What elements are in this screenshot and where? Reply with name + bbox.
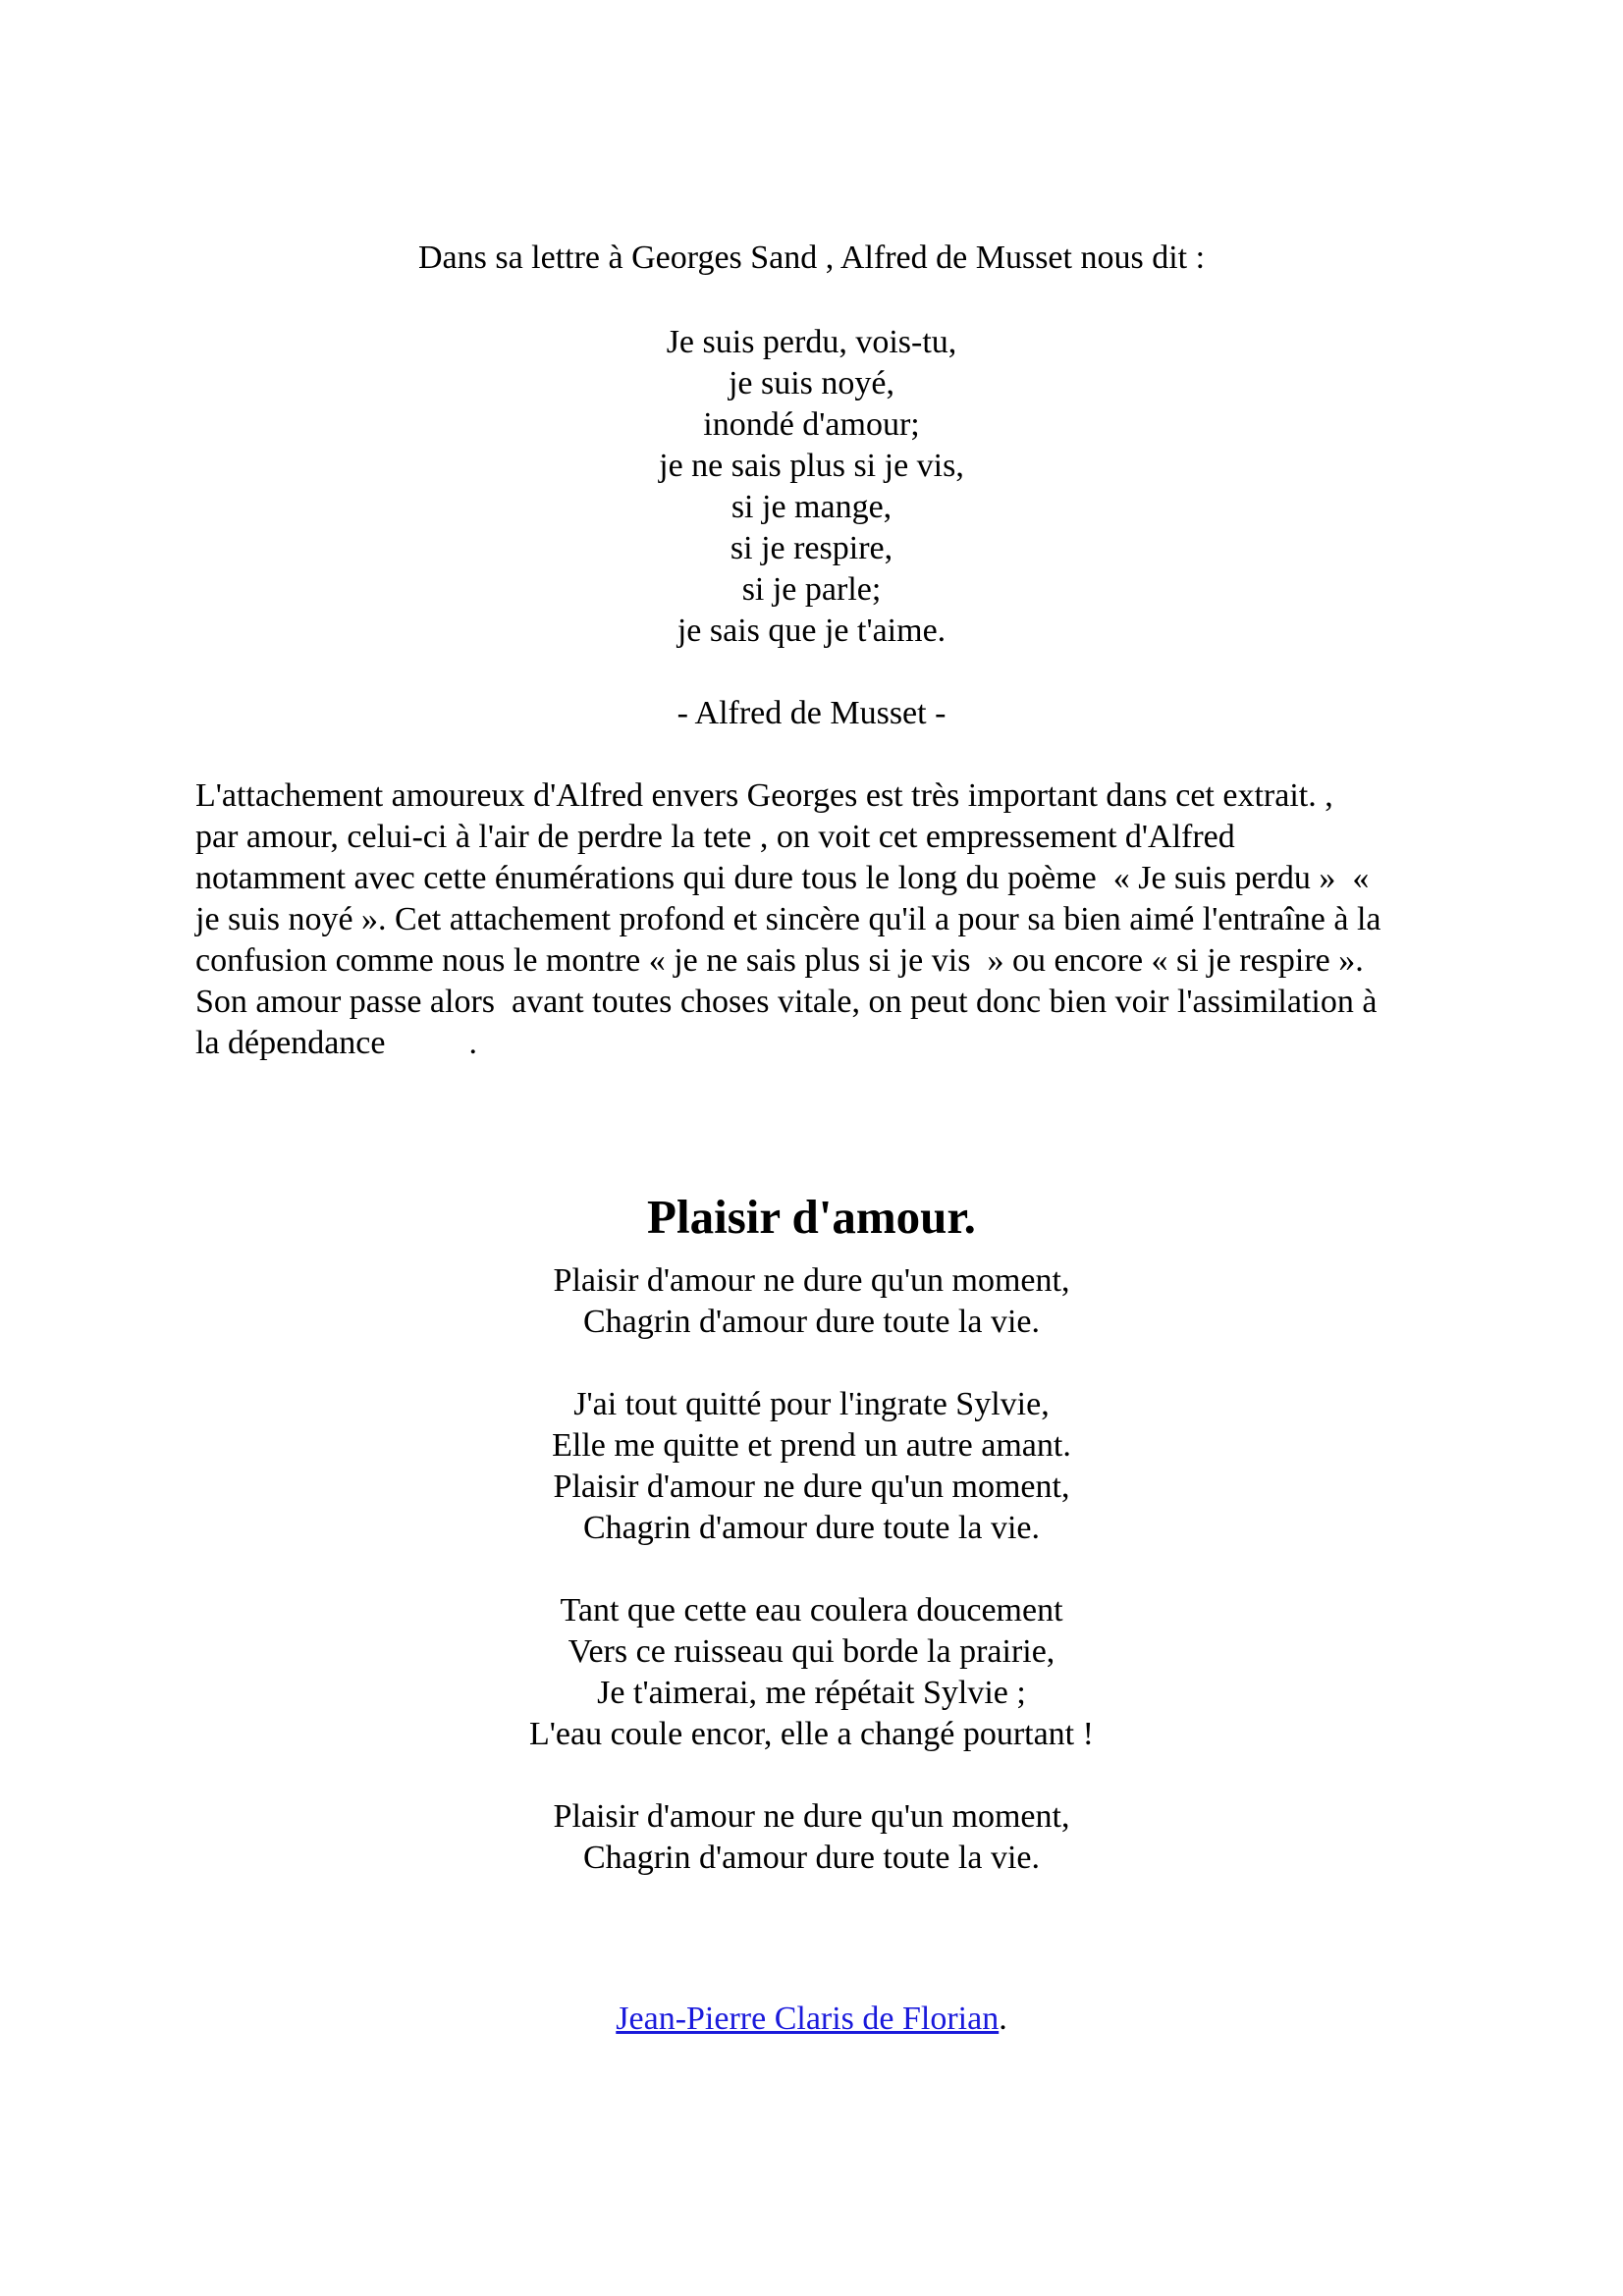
commentary-line: notamment avec cette énumérations qui dure tous le long du poème « Je suis perdu » « — [195, 860, 1370, 896]
florian-attribution — [0, 1999, 1623, 2040]
poem-line: je ne sais plus si je vis, — [659, 448, 964, 484]
commentary-line: L'attachement amoureux d'Alfred envers Georges est très important dans cet extrait. , — [195, 777, 1333, 814]
commentary-line: la dépendance . — [195, 1025, 477, 1061]
stanza-2 — [0, 1384, 1623, 1549]
poem-line: si je mange, — [730, 489, 893, 525]
poem-line: Vers ce ruisseau qui borde la prairie, — [568, 1633, 1055, 1670]
poem-line: Plaisir d'amour ne dure qu'un moment, — [553, 1798, 1070, 1835]
intro-sentence: Dans sa lettre à Georges Sand , Alfred de Musset nous dit : — [417, 240, 1206, 276]
poem-line: Je suis perdu, vois-tu, — [666, 324, 957, 360]
poem-line: si je respire, — [730, 530, 893, 566]
stanza-3 — [0, 1590, 1623, 1755]
poem-line: je sais que je t'aime. — [676, 613, 947, 649]
poem-line: Plaisir d'amour ne dure qu'un moment, — [553, 1262, 1070, 1299]
musset-poem — [0, 322, 1623, 652]
poem-line: Elle me quitte et prend un autre amant. — [552, 1427, 1071, 1464]
poem-line: Tant que cette eau coulera doucement — [560, 1592, 1063, 1629]
stanza-4 — [0, 1796, 1623, 1879]
poem-line: Chagrin d'amour dure toute la vie. — [583, 1510, 1040, 1546]
poem-line: Chagrin d'amour dure toute la vie. — [583, 1840, 1040, 1876]
commentary-paragraph — [195, 775, 1442, 1064]
poem-line: inondé d'amour; — [703, 406, 920, 443]
poem-line: Chagrin d'amour dure toute la vie. — [583, 1304, 1040, 1340]
author-link[interactable]: Jean-Pierre Claris de Florian — [616, 2001, 1000, 2037]
commentary-line: je suis noyé ». Cet attachement profond et sincère qu'il a pour sa bien aimé l'entraîne à la — [195, 901, 1381, 937]
poem-line: L'eau coule encor, elle a changé pourtant ! — [529, 1716, 1094, 1752]
commentary-line: Son amour passe alors avant toutes choses vitale, on peut donc bien voir l'assimilation à — [195, 984, 1378, 1020]
attribution-period: . — [999, 2001, 1007, 2037]
poem-line: Plaisir d'amour ne dure qu'un moment, — [553, 1468, 1070, 1505]
commentary-line: par amour, celui-ci à l'air de perdre la tete , on voit cet empressement d'Alfred — [195, 819, 1235, 855]
poem-line: si je parle; — [741, 571, 882, 608]
musset-signature: - Alfred de Musset - — [676, 695, 947, 731]
poem-line: je suis noyé, — [728, 365, 895, 401]
stanza-1 — [0, 1260, 1623, 1343]
commentary-line: confusion comme nous le montre « je ne sais plus si je vis » ou encore « si je respire ». — [195, 942, 1364, 979]
poem-line: J'ai tout quitté pour l'ingrate Sylvie, — [573, 1386, 1050, 1422]
florian-poem-title: Plaisir d'amour. — [647, 1190, 976, 1244]
poem-line: Je t'aimerai, me répétait Sylvie ; — [597, 1675, 1026, 1711]
